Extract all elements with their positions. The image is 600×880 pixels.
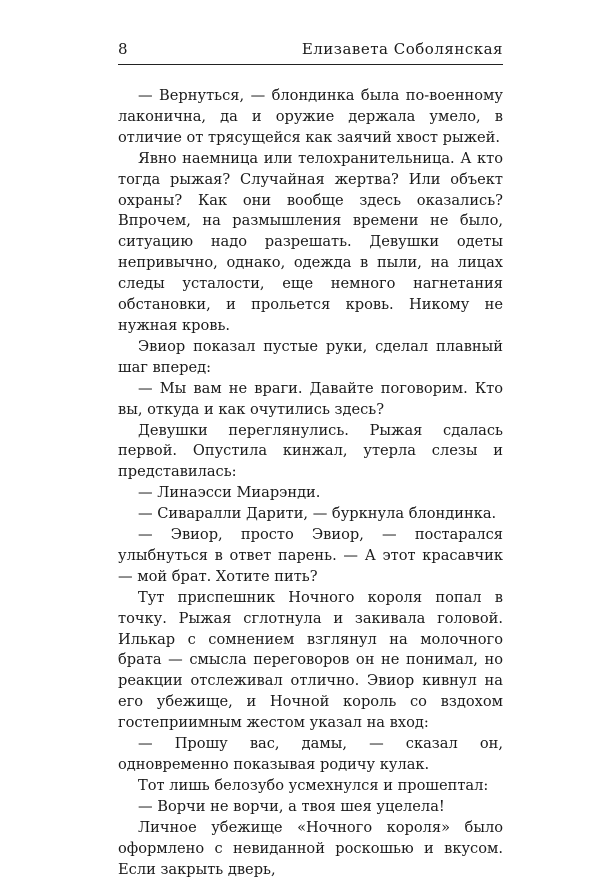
- paragraph: Явно наемница или телохранительница. А кто тогда рыжая? Случайная жертва? Или объект охраны? Как они вообще здесь оказались? Впрочем, на размышления времени не было, ситуацию надо разрешать. Девушки одеты непривычно, однако, одежда в пыли, на лицах следы усталости, еще немного нагнетания обстановки, и прольется кровь. Никому не нужная кровь.: [118, 149, 503, 334]
- paragraph: — Прошу вас, дамы, — сказал он, одновременно показывая родичу кулак.: [118, 735, 503, 773]
- paragraph: Эвиор показал пустые руки, сделал плавный шаг вперед:: [118, 337, 503, 376]
- paragraph: Личное убежище «Ночного короля» было оформлено с невиданной роскошью и вкусом. Если закрыть дверь,: [118, 818, 503, 878]
- paragraph: Девушки переглянулись. Рыжая сдалась первой. Опустила кинжал, утерла слезы и представилась:: [118, 421, 503, 481]
- page-number: 8: [118, 40, 129, 58]
- paragraph: — Мы вам не враги. Давайте поговорим. Кто вы, откуда и как очутились здесь?: [118, 379, 503, 418]
- paragraph: Тот лишь белозубо усмехнулся и прошептал:: [138, 776, 489, 794]
- running-title: Елизавета Соболянская: [301, 40, 503, 58]
- page-header: [118, 34, 503, 65]
- paragraph: — Сиваралли Дарити, — буркнула блондинка.: [138, 505, 497, 523]
- paragraph: — Эвиор, просто Эвиор, — постарался улыбнуться в ответ парень. — А этот красавчик — мой брат. Хотите пить?: [118, 526, 503, 585]
- paragraph: — Вернуться, — блондинка была по-военному лаконична, да и оружие держала умело, в отличие от трясущейся как заячий хвост рыжей.: [118, 87, 503, 146]
- body-text: [118, 86, 503, 880]
- paragraph: Тут приспешник Ночного короля попал в точку. Рыжая сглотнула и закивала головой. Илькар с сомнением взглянул на молочного брата — смысла переговоров он не понимал, но реакции отслеживал отлично. Эвиор кивнул на его убежище, и Ночной король со вздохом гостеприимным жестом указал на вход:: [118, 588, 503, 732]
- paragraph: — Линаэсси Миарэнди.: [138, 484, 321, 502]
- paragraph: — Ворчи не ворчи, а твоя шея уцелела!: [138, 797, 445, 815]
